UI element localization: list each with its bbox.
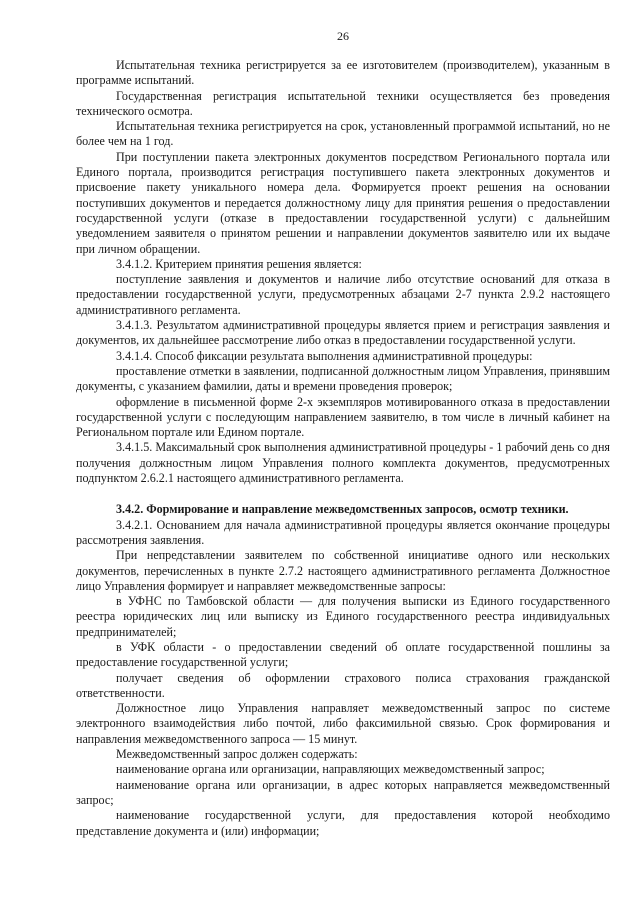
- paragraph: в УФК области - о предоставлении сведений об оплате государственной пошлины за предоставление государственной услуги;: [76, 639, 610, 670]
- paragraph: проставление отметки в заявлении, подписанной должностным лицом Управления, принявшим документы, с указанием фамилии, даты и времени проведения проверок;: [76, 363, 610, 394]
- paragraph: оформление в письменной форме 2-х экземпляров мотивированного отказа в предоставлении государственной услуги с последующим направлением заявителю, в том числе в личный кабинет на Региональном портале или Едином портале.: [76, 394, 610, 440]
- paragraph: При поступлении пакета электронных документов посредством Регионального портала или Единого портала, производится регистрация поступившего пакета электронных документов и присвоение пакету уникального номера дела. Формируется проект решения на основании поступивших документов и передается должностному лицу для принятия решения о предоставлении государственной услуги (отказе в предоставлении государственной услуги) с дальнейшим уведомлением заявителя о принятом решении и направлении документов заявителю или их выдаче при личном обращении.: [76, 149, 610, 256]
- paragraph: При непредставлении заявителем по собственной инициативе одного или нескольких документов, перечисленных в пункте 2.7.2 настоящего административного регламента Должностное лицо Управления формирует и направляет межведомственные запросы:: [76, 548, 610, 593]
- paragraph: 3.4.1.5. Максимальный срок выполнения административной процедуры - 1 рабочий день со дня получения должностным лицом Управления полного комплекта документов, предусмотренных подпунктом 2.6.2.1 настоящего административного регламента.: [76, 440, 610, 486]
- paragraph: Государственная регистрация испытательной техники осуществляется без проведения технического осмотра.: [76, 88, 610, 118]
- paragraph: 3.4.1.4. Способ фиксации результата выполнения административной процедуры:: [116, 348, 533, 363]
- paragraph: наименование органа или организации, в адрес которых направляется межведомственный запрос;: [76, 777, 610, 807]
- paragraph: получает сведения об оформлении страхового полиса страхования гражданской ответственности.: [76, 670, 610, 700]
- paragraph: поступление заявления и документов и наличие либо отсутствие оснований для отказа в предоставлении государственной услуги, предусмотренных абзацами 2-7 пункта 2.9.2 настоящего административного регламента.: [76, 272, 610, 317]
- section-heading: 3.4.2. Формирование и направление межведомственных запросов, осмотр техники.: [116, 502, 569, 517]
- paragraph: наименование органа или организации, направляющих межведомственный запрос;: [116, 762, 545, 777]
- document-body: [76, 58, 610, 839]
- paragraph: Межведомственный запрос должен содержать:: [116, 747, 358, 762]
- paragraph: Испытательная техника регистрируется за ее изготовителем (производителем), указанным в программе испытаний.: [76, 58, 610, 88]
- page-number: 26: [337, 29, 349, 43]
- paragraph: 3.4.1.3. Результатом административной процедуры является прием и регистрация заявления и документов, их дальнейшее рассмотрение либо отказ в предоставлении государственной услуги.: [76, 318, 610, 348]
- paragraph: наименование государственной услуги, для предоставления которой необходимо представление документа и (или) информации;: [76, 808, 610, 838]
- paragraph: Испытательная техника регистрируется на срок, установленный программой испытаний, но не более чем на 1 год.: [76, 119, 610, 149]
- paragraph: Должностное лицо Управления направляет межведомственный запрос по системе электронного взаимодействия либо почтой, либо факсимильной связью. Срок формирования и направления межведомственного запроса — 15 минут.: [76, 701, 610, 746]
- paragraph: в УФНС по Тамбовской области — для получения выписки из Единого государственного реестра юридических лиц или выписку из Единого государственного реестра индивидуальных предпринимателей;: [76, 594, 610, 639]
- paragraph: 3.4.1.2. Критерием принятия решения является:: [116, 256, 362, 271]
- paragraph: 3.4.2.1. Основанием для начала административной процедуры является окончание процедуры рассмотрения заявления.: [76, 517, 610, 547]
